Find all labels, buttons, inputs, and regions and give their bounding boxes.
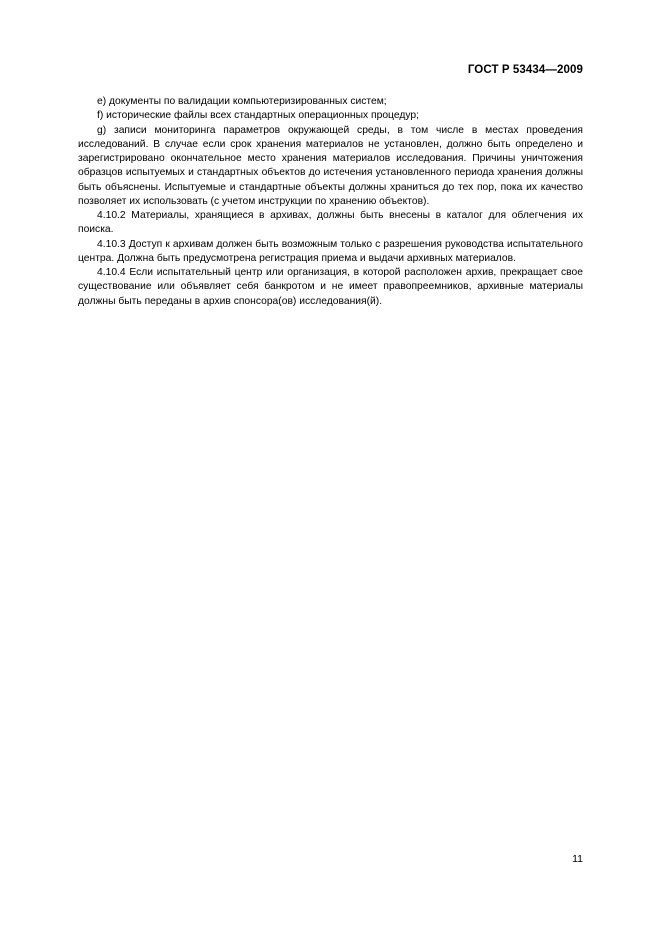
standard-code-header: ГОСТ Р 53434—2009 [467,64,583,76]
clause-4-10-3: 4.10.3 Доступ к архивам должен быть возможным только с разрешения руководства испытательного центра. Должна быть предусмотрена регистрация приема и выдачи архивных материалов. [78,238,583,264]
document-body [78,95,583,309]
clause-4-10-2: 4.10.2 Материалы, хранящиеся в архивах, должны быть внесены в каталог для облегчения их поиска. [78,210,583,236]
list-item-e: е) документы по валидации компьютеризированных систем; [97,96,387,107]
page-number: 11 [572,853,583,865]
clause-4-10-4: 4.10.4 Если испытательный центр или организация, в которой расположен архив, прекращает свое существование или объявляет себя банкротом и не имеет правопреемников, архивные материалы должны быть переданы в архив спонсора(ов) исследования(й). [78,267,583,307]
list-item-f: f) исторические файлы всех стандартных операционных процедур; [97,110,419,122]
list-item-g: g) записи мониторинга параметров окружающей среды, в том числе в местах проведения исследований. В случае если срок хранения материалов не установлен, должно быть определено и зарегистрировано окончательное место хранения материалов исследования. Причины уничтожения образцов испытуемых и стандартных объектов до истечения установленного периода хранения должны быть объяснены. Испытуемые и стандартные объекты должны храниться до тех пор, пока их качество позволяет их использовать (с учетом инструкции по хранению объектов). [78,124,583,207]
